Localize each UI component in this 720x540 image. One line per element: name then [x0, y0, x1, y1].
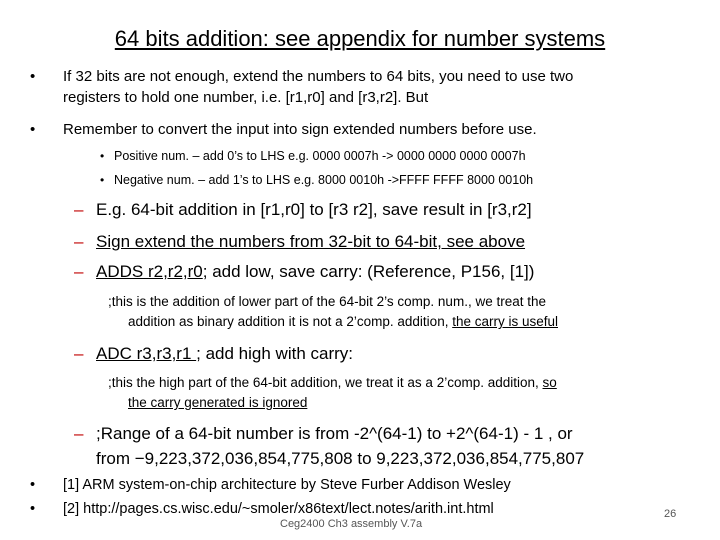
- dash-item-4: [0, 344, 720, 368]
- dash-item-3-note: [108, 292, 678, 332]
- dash-item-5: [0, 424, 720, 474]
- slide-footer: Ceg2400 Ch3 assembly V.7a: [280, 518, 423, 530]
- dash-item-3-note-line-1: ;this is the addition of lower part of the 64-bit 2’s comp. num., we treat the: [108, 294, 546, 309]
- sub-bullet-2: [0, 173, 720, 191]
- dash-marker: –: [74, 344, 84, 363]
- dash-item-5-line-1: ;Range of a 64-bit number is from -2^(64-1) to +2^(64-1) - 1 , or: [96, 424, 573, 443]
- note-underlined: the carry is useful: [452, 314, 558, 329]
- dash-item-3-note-line-2: [108, 312, 678, 332]
- bullet-1-line-1: If 32 bits are not enough, extend the numbers to 64 bits, you need to use two: [63, 68, 574, 85]
- dash-item-4-code: ADC r3,r3,r1: [96, 344, 197, 363]
- dash-item-1: [0, 200, 720, 224]
- note-underlined: so: [542, 375, 557, 390]
- dash-item-4-rest: ; add high with carry:: [196, 344, 353, 363]
- bullet-marker: •: [30, 121, 36, 138]
- page-number: 26: [664, 508, 677, 520]
- bullet-1: [0, 66, 720, 110]
- dash-item-4-note-line-1: [108, 375, 557, 390]
- bullet-2: [0, 119, 720, 141]
- dash-item-1-text: E.g. 64-bit addition in [r1,r0] to [r3 r2], save result in [r3,r2]: [96, 200, 532, 219]
- dash-item-4-note: [108, 373, 678, 413]
- bullet-marker: •: [30, 68, 36, 85]
- dash-item-3-code: ADDS r2,r2,r0: [96, 262, 203, 281]
- note-underlined: the carry generated is ignored: [128, 395, 308, 410]
- sub-bullet-marker: •: [100, 173, 105, 187]
- bullet-2-line-1: Remember to convert the input into sign extended numbers before use.: [63, 121, 537, 138]
- dash-item-5-line-2: from −9,223,372,036,854,775,808 to 9,223,372,036,854,775,807: [96, 449, 585, 468]
- sub-bullet-marker: •: [100, 149, 105, 163]
- sub-bullet-2-text: Negative num. – add 1’s to LHS e.g. 8000 0010h ->FFFF FFFF 8000 0010h: [114, 173, 534, 187]
- bullet-marker: •: [30, 477, 36, 493]
- sub-bullet-1: [0, 149, 720, 167]
- dash-item-4-text: [96, 344, 353, 364]
- bullet-1-line-2: registers to hold one number, i.e. [r1,r0] and [r3,r2]. But: [63, 89, 429, 106]
- dash-marker: –: [74, 232, 84, 251]
- dash-item-3-rest: ; add low, save carry: (Reference, P156, [1]): [202, 262, 535, 281]
- reference-1: [0, 477, 720, 497]
- dash-marker: –: [74, 424, 84, 443]
- reference-2-text: [2] http://pages.cs.wisc.edu/~smoler/x86text/lect.notes/arith.int.html: [63, 501, 494, 517]
- note-text: ;this the high part of the 64-bit addition, we treat it as a 2’comp. addition,: [108, 375, 543, 390]
- bullet-marker: •: [30, 501, 36, 517]
- slide-title: 64 bits addition: see appendix for number systems: [114, 26, 606, 51]
- dash-item-2-text: Sign extend the numbers from 32-bit to 64-bit, see above: [96, 232, 526, 251]
- dash-item-3-text: [96, 262, 534, 282]
- dash-item-3: [0, 262, 720, 286]
- dash-marker: –: [74, 200, 84, 219]
- sub-bullet-1-text: Positive num. – add 0’s to LHS e.g. 0000 0007h -> 0000 0000 0000 0007h: [114, 149, 526, 163]
- reference-1-text: [1] ARM system-on-chip architecture by Steve Furber Addison Wesley: [63, 477, 511, 493]
- dash-item-4-note-line-2: [108, 393, 678, 413]
- note-text: addition as binary addition it is not a 2’comp. addition,: [128, 314, 453, 329]
- dash-item-2: [0, 232, 720, 256]
- dash-marker: –: [74, 262, 84, 281]
